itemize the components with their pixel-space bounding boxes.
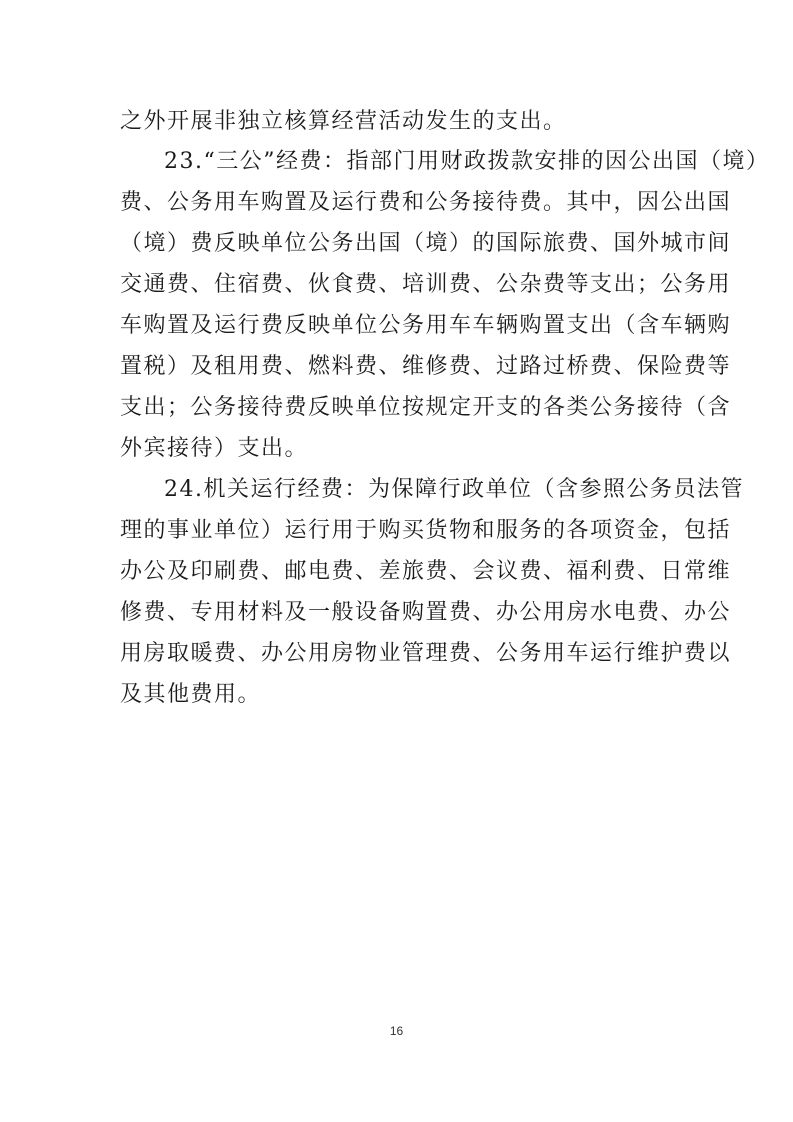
text-line: 理的事业单位）运行用于购买货物和服务的各项资金，包括 xyxy=(120,518,732,543)
text-line: 及其他费用。 xyxy=(120,682,262,707)
text-line: 支出；公务接待费反映单位按规定开支的各类公务接待（含 xyxy=(120,395,732,420)
page-number: 16 xyxy=(389,1024,404,1038)
text-line: 车购置及运行费反映单位公务用车车辆购置支出（含车辆购 xyxy=(120,313,732,338)
text-line: 交通费、住宿费、伙食费、培训费、公杂费等支出；公务用 xyxy=(120,272,732,297)
paragraph-23-heading-line: 23.“三公”经费：指部门用财政拨款安排的因公出国（境） xyxy=(164,149,770,174)
text-line: 修费、专用材料及一般设备购置费、办公用房水电费、办公 xyxy=(120,600,732,625)
text-line: （境）费反映单位公务出国（境）的国际旅费、国外城市间 xyxy=(120,231,732,256)
text-line: 置税）及租用费、燃料费、维修费、过路过桥费、保险费等 xyxy=(120,354,732,379)
text-line: 用房取暖费、办公用房物业管理费、公务用车运行维护费以 xyxy=(120,641,732,666)
text-line: 办公及印刷费、邮电费、差旅费、会议费、福利费、日常维 xyxy=(120,559,732,584)
text-line: 费、公务用车购置及运行费和公务接待费。其中，因公出国 xyxy=(120,190,732,215)
text-line: 之外开展非独立核算经营活动发生的支出。 xyxy=(120,109,567,134)
paragraph-24-heading-line: 24.机关运行经费：为保障行政单位（含参照公务员法管 xyxy=(164,477,744,502)
text-line: 外宾接待）支出。 xyxy=(120,436,309,461)
